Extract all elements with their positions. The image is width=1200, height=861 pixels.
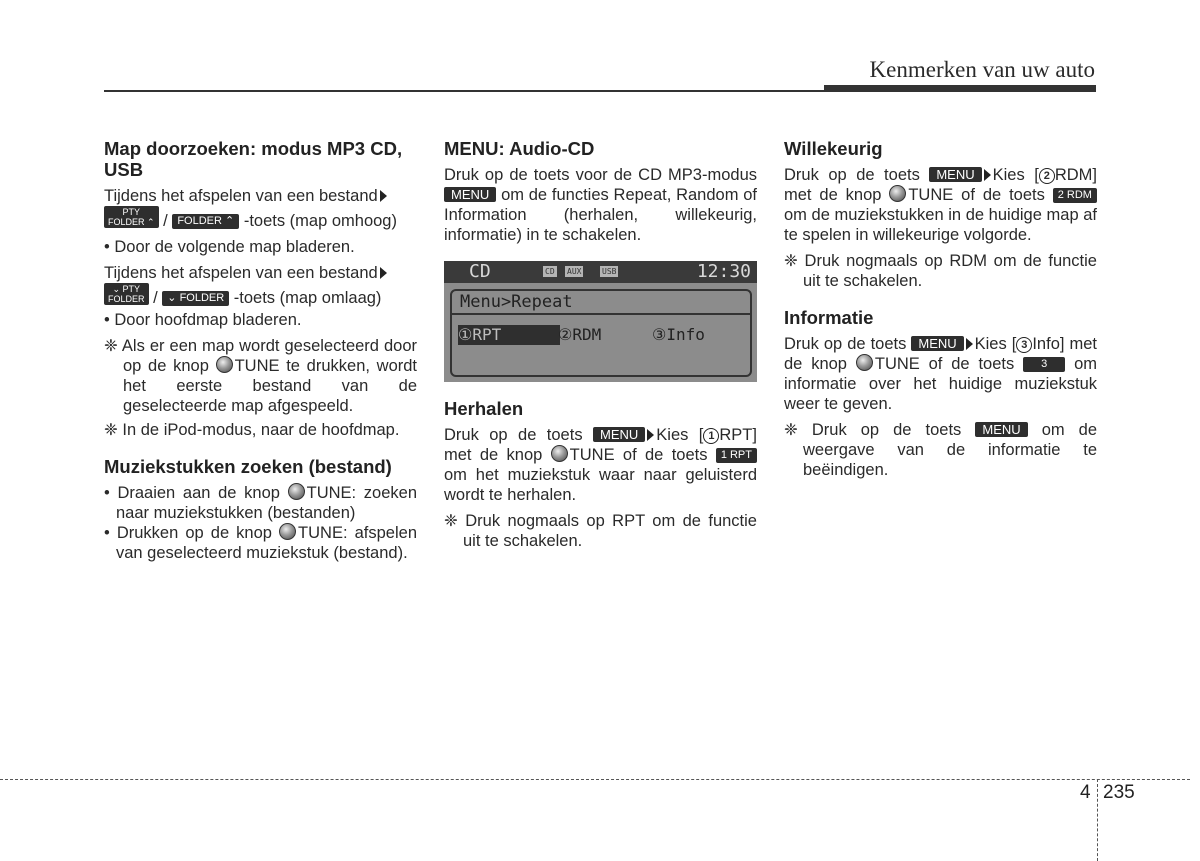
lcd-badge-aux: AUX xyxy=(567,267,582,276)
lcd-mode: CD xyxy=(469,261,491,282)
lcd-time: 12:30 xyxy=(696,261,751,282)
menu-key: MENU xyxy=(593,427,645,442)
note-folder-select xyxy=(104,336,417,416)
text: TUNE: afspelen van geselecteerd muziekstuk (bestand). xyxy=(116,524,417,562)
text: Tijdens het afspelen van een bestand xyxy=(104,264,378,282)
tune-knob-icon xyxy=(856,354,873,371)
menu-key: MENU xyxy=(929,167,981,182)
text: Kies [ xyxy=(992,166,1039,184)
lcd-display-illustration xyxy=(444,261,757,382)
header-rule xyxy=(104,90,824,92)
text: TUNE of de toets xyxy=(908,186,1045,204)
rpt-key: 1 RPT xyxy=(716,448,757,463)
lcd-option-rdm: ②RDM xyxy=(558,325,602,344)
paragraph-herhalen xyxy=(444,425,757,505)
paragraph-map-down: Tijdens het afspelen van een bestand ⌄ PTY FOLDER / ⌄ FOLDER -toets (map omlaag) xyxy=(104,263,417,308)
arrow-right-icon xyxy=(966,338,973,350)
arrow-right-icon xyxy=(380,267,387,279)
heading-map-doorzoeken: Map doorzoeken: modus MP3 CD, USB xyxy=(104,138,403,180)
chapter-number: 4 xyxy=(1080,782,1091,803)
lcd-divider xyxy=(452,313,750,315)
lcd-badge-usb: USB xyxy=(602,267,617,276)
text: TUNE of de toets xyxy=(569,446,708,464)
note-ipod: ❈ In de iPod-modus, naar de hoofdmap. xyxy=(104,421,400,439)
text: RDM] xyxy=(1054,166,1097,184)
footer-dashed-rule xyxy=(0,779,1190,780)
heading-herhalen: Herhalen xyxy=(444,398,524,419)
column-left xyxy=(104,138,417,569)
text: Tijdens het afspelen van een bestand xyxy=(104,187,378,205)
text: TUNE: zoeken naar muziekstukken (bestanden) xyxy=(116,484,418,522)
heading-menu-audio-cd: MENU: Audio-CD xyxy=(444,138,595,159)
rdm-key: 2 RDM xyxy=(1053,188,1097,203)
folder-up-key: FOLDER ⌃ xyxy=(172,214,239,229)
text: Druk op de toets xyxy=(444,426,583,444)
column-right xyxy=(784,138,1097,484)
lcd-badge-cd: CD xyxy=(545,267,555,276)
text: om het muziekstuk waar naar geluisterd wordt te herhalen. xyxy=(444,466,757,504)
bullet-press-tune xyxy=(104,523,417,563)
text: om de muziekstukken in de huidige map af te spelen in willekeurige volgorde. xyxy=(784,206,1097,244)
tune-knob-icon xyxy=(279,523,296,540)
text: met de knop xyxy=(444,446,543,464)
text: -toets (map omlaag) xyxy=(233,289,382,307)
note-info-off xyxy=(784,420,1097,480)
text: Kies [ xyxy=(974,335,1017,353)
text: • Draaien aan de knop xyxy=(104,484,280,502)
pty-folder-up-key: PTY FOLDER ⌃ xyxy=(104,206,159,228)
heading-informatie: Informatie xyxy=(784,307,874,328)
bullet-root-folder: • Door hoofdmap bladeren. xyxy=(104,311,302,329)
paragraph-willekeurig xyxy=(784,165,1097,245)
menu-key: MENU xyxy=(444,187,496,202)
lcd-option-rpt: ①RPT xyxy=(458,325,560,345)
text: Druk op de toets voor de CD MP3-modus xyxy=(444,166,757,184)
info-key: 3 xyxy=(1023,357,1065,372)
tune-knob-icon xyxy=(889,185,906,202)
arrow-right-icon xyxy=(380,190,387,202)
page-header-title: Kenmerken van uw auto xyxy=(869,57,1095,82)
header-rule-bold xyxy=(824,85,1096,92)
key-label: PTY xyxy=(122,207,141,217)
text: Druk op de toets xyxy=(784,166,920,184)
paragraph-map-up: Tijdens het afspelen van een bestand PTY FOLDER ⌃ / FOLDER ⌃ -toets (map omhoog) xyxy=(104,187,397,230)
text: met de knop xyxy=(784,335,1097,373)
text: • Drukken op de knop xyxy=(104,524,272,542)
text: om de weergave van de informatie te beëindigen. xyxy=(803,421,1098,479)
text: om de functies Repeat, Random of Information (herhalen, willekeurig, informatie) in te schakelen. xyxy=(444,186,757,244)
key-label: FOLDER xyxy=(179,292,225,305)
lcd-menu-panel xyxy=(450,289,752,377)
key-label: FOLDER xyxy=(177,215,222,228)
paragraph-informatie xyxy=(784,334,1097,414)
text: -toets (map omhoog) xyxy=(243,212,397,230)
text: ❈ Druk op de toets xyxy=(784,421,962,439)
circled-1-icon: 1 xyxy=(703,428,719,444)
note-rdm-off: ❈ Druk nogmaals op RDM om de functie uit te schakelen. xyxy=(784,252,1097,290)
heading-muziekstukken-zoeken: Muziekstukken zoeken (bestand) xyxy=(104,456,392,477)
text: Info] xyxy=(1032,335,1065,353)
key-label: FOLDER xyxy=(108,294,145,304)
column-middle xyxy=(444,138,757,555)
tune-knob-icon xyxy=(288,483,305,500)
circled-3-icon: 3 xyxy=(1016,337,1032,353)
text: TUNE of de toets xyxy=(874,355,1015,373)
text: met de knop xyxy=(784,186,882,204)
text: Druk op de toets xyxy=(784,335,907,353)
folder-down-key: ⌄ FOLDER xyxy=(162,291,229,306)
text: om informatie over het huidige muziekstuk weer te geven. xyxy=(784,355,1097,413)
page-number: 235 xyxy=(1103,782,1135,803)
key-label: PTY xyxy=(122,284,141,294)
text: ❈ Als er een map wordt geselecteerd door op de knop xyxy=(104,337,417,375)
text: RPT] xyxy=(719,426,757,444)
menu-key: MENU xyxy=(911,336,963,351)
pty-folder-down-key: ⌄ PTY FOLDER xyxy=(104,283,149,305)
bullet-turn-tune xyxy=(104,483,417,523)
text: Kies [ xyxy=(656,426,704,444)
tune-knob-icon xyxy=(216,356,233,373)
paragraph-menu-intro xyxy=(444,165,757,245)
circled-2-icon: 2 xyxy=(1039,168,1055,184)
text: TUNE te drukken, wordt het eerste bestand van de geselecteerde map afgespeeld. xyxy=(123,357,417,415)
heading-willekeurig: Willekeurig xyxy=(784,138,883,159)
footer-dashed-divider xyxy=(1097,779,1098,861)
arrow-right-icon xyxy=(647,429,654,441)
tune-knob-icon xyxy=(551,445,568,462)
arrow-right-icon xyxy=(984,169,991,181)
note-rpt-off: ❈ Druk nogmaals op RPT om de functie uit te schakelen. xyxy=(444,512,757,550)
bullet-next-folder: • Door de volgende map bladeren. xyxy=(104,238,355,256)
lcd-option-info: ③Info xyxy=(652,325,705,344)
menu-key: MENU xyxy=(975,422,1027,437)
lcd-menu-title: Menu>Repeat xyxy=(460,292,573,312)
key-label: FOLDER xyxy=(108,217,145,227)
